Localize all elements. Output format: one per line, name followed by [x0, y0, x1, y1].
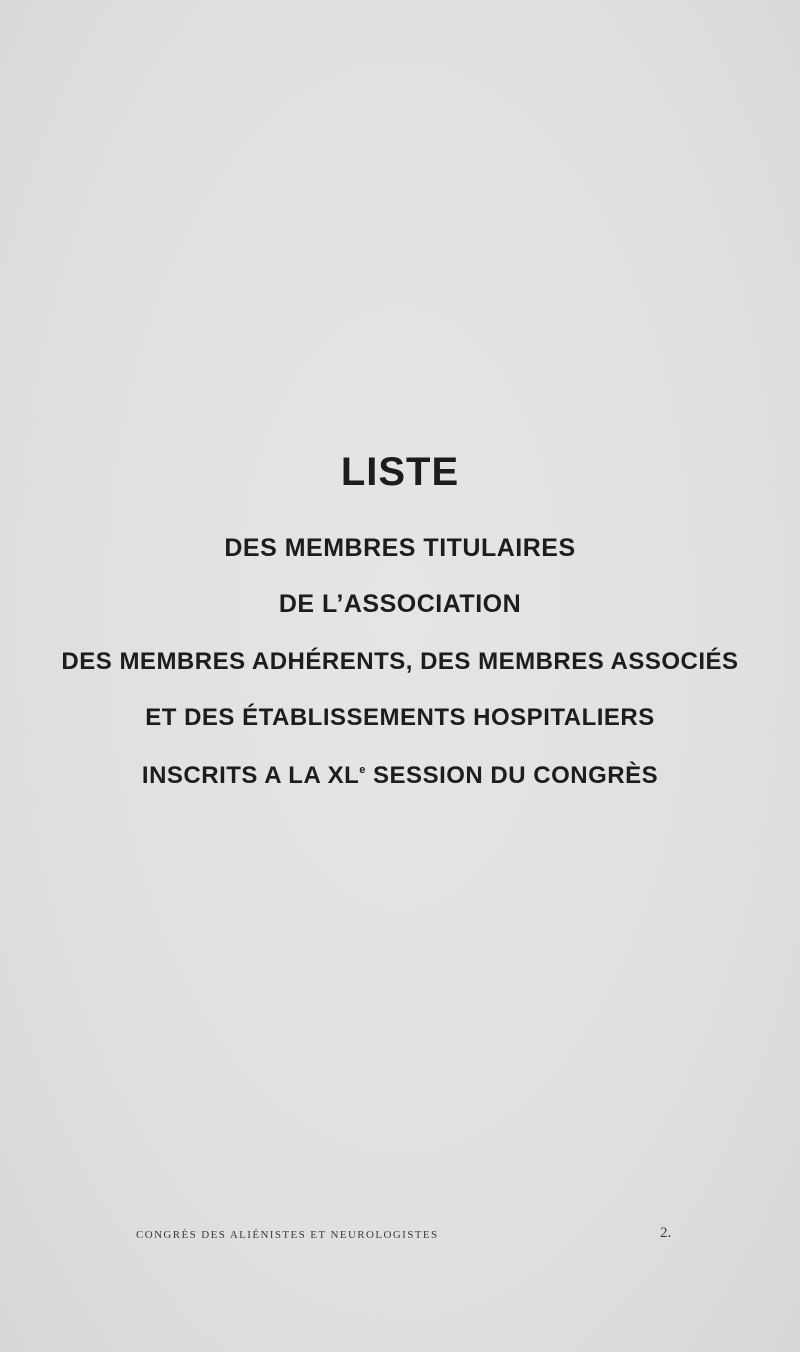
heading-line-members: DES MEMBRES TITULAIRES	[224, 534, 576, 562]
page-number: 2.	[660, 1225, 672, 1241]
heading-line-association: DE L’ASSOCIATION	[278, 590, 522, 618]
heading-line-session	[0, 762, 800, 790]
heading-line-establishments: ET DES ÉTABLISSEMENTS HOSPITALIERS	[145, 704, 655, 731]
footer-source: CONGRÈS DES ALIÉNISTES ET NEUROLOGISTES	[136, 1229, 439, 1241]
session-superscript: e	[359, 764, 366, 776]
heading-line-adherents: DES MEMBRES ADHÉRENTS, DES MEMBRES ASSOCIÉS	[61, 648, 739, 675]
page-heading: LISTE	[340, 450, 460, 494]
session-text-end: SESSION DU CONGRÈS	[365, 762, 659, 789]
session-text-start: INSCRITS A LA XL	[141, 762, 360, 789]
